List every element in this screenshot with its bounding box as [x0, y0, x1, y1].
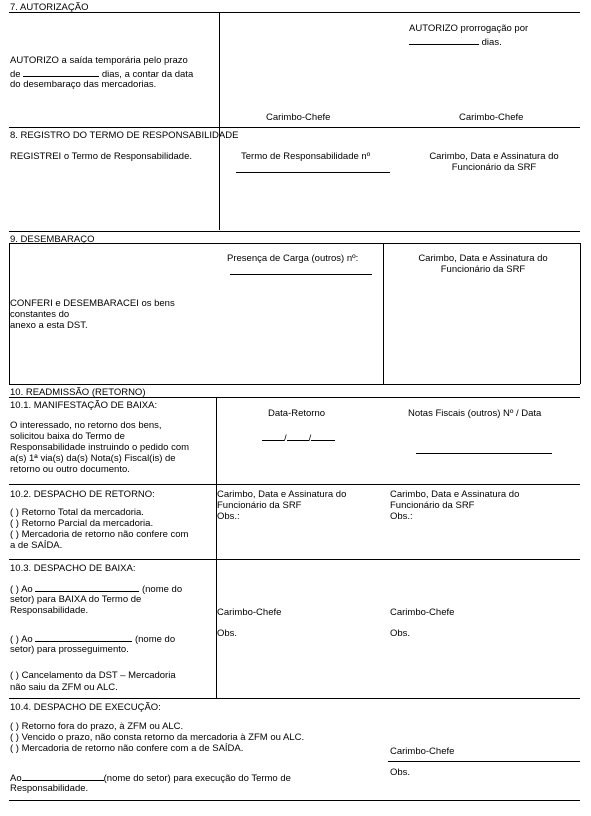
m3-carimbo-left: Carimbo-Chefe [217, 607, 282, 618]
saida-line2: de dias, a contar da data [10, 69, 194, 80]
s8-carimbo: Carimbo, Data e Assinatura do Funcionário da SRF [429, 151, 559, 173]
rule-s9-divider [383, 243, 384, 384]
m4-obs: Obs. [390, 767, 411, 778]
s7-title: 7. AUTORIZAÇÃO [10, 2, 89, 13]
prorrogacao-blank[interactable] [409, 35, 479, 45]
rule-104-sign [388, 761, 580, 762]
s8-title: 8. REGISTRO DO TERMO DE RESPONSABILIDADE [10, 130, 239, 141]
data-retorno-blank[interactable]: / / [262, 431, 335, 444]
m3-b-blank[interactable] [35, 632, 132, 642]
rule-103-bottom [9, 698, 580, 699]
m3-b-line2: setor) para prosseguimento. [10, 644, 129, 655]
rule-s9-top [9, 243, 580, 244]
data-retorno-label: Data-Retorno [268, 408, 326, 419]
m1-body: O interessado, no retorno dos bens, solicitou baixa do Termo de Responsabilidade instruindo o pedido com a(s) 1ª via(s) da(s) Nota(s) Fiscal(is) de retorno ou outro documento. [10, 420, 190, 475]
prorrogacao-days: dias. [409, 35, 502, 48]
rule-101-bottom [9, 484, 580, 485]
saida-line1: AUTORIZO a saída temporária pelo prazo [10, 55, 188, 66]
termo-label: Termo de Responsabilidade nº [241, 151, 371, 162]
s7-carimbo-right: Carimbo-Chefe [459, 112, 524, 123]
s10-title: 10. READMISSÃO (RETORNO) [10, 387, 146, 398]
rule-s9-bottom [9, 384, 580, 385]
rule-s8-bottom [9, 231, 580, 232]
m4-body: ( ) Retorno fora do prazo, à ZFM ou ALC. ( ) Vencido o prazo, não consta retorno da mercadoria à ZFM ou ALC. ( ) Mercadoria de retorno não confere com a de SAÍDA. [10, 721, 305, 754]
m4-ao-line2: Responsabilidade. [10, 783, 89, 794]
presenca-label: Presença de Carga (outros) nº: [227, 253, 359, 264]
saida-days-blank[interactable] [23, 67, 99, 77]
rule-s10-divider [216, 397, 217, 698]
s9-title: 9. DESEMBARAÇO [10, 234, 95, 245]
rule-s9-right [580, 243, 581, 384]
m2-carimbo-left: Carimbo, Data e Assinatura do Funcionário da SRF Obs.: [217, 489, 347, 522]
rule-s7-top [9, 12, 580, 13]
m4-ao-line1: Ao (nome do setor) para execução do Termo de [10, 773, 291, 784]
m3-a-blank[interactable] [35, 582, 139, 592]
m3-c-line2: não saiu da ZFM ou ALC. [10, 682, 118, 693]
saida-line3: do desembaraço das mercadorias. [10, 79, 157, 90]
termo-blank[interactable] [236, 163, 390, 173]
s7-carimbo-left: Carimbo-Chefe [266, 112, 331, 123]
m3-obs-left: Obs. [217, 628, 238, 639]
m3-obs-right: Obs. [390, 628, 411, 639]
m1-title: 10.1. MANIFESTAÇÃO DE BAIXA: [10, 400, 158, 411]
m3-carimbo-right: Carimbo-Chefe [390, 607, 455, 618]
conferi-text: CONFERI e DESEMBARACEI os bens constantes do anexo a esta DST. [10, 298, 175, 331]
m3-title: 10.3. DESPACHO DE BAIXA: [10, 563, 136, 574]
rule-s7-divider [219, 12, 220, 230]
presenca-blank[interactable] [230, 265, 372, 275]
m2-title: 10.2. DESPACHO DE RETORNO: [10, 489, 155, 500]
rule-bottom [9, 800, 580, 801]
m3-c-line1: ( ) Cancelamento da DST – Mercadoria [10, 670, 176, 681]
m3-b-line1: ( ) Ao (nome do [10, 634, 176, 645]
m3-a-line3: Responsabilidade. [10, 605, 89, 616]
rule-s7-bottom [9, 127, 580, 128]
m3-a-line2: setor) para BAIXA do Termo de [10, 594, 142, 605]
m2-body: ( ) Retorno Total da mercadoria. ( ) Retorno Parcial da mercadoria. ( ) Mercadoria de retorno não confere com a de SAÍDA. [10, 507, 189, 551]
s9-carimbo: Carimbo, Data e Assinatura do Funcionário da SRF [418, 253, 548, 275]
m3-a-line1: ( ) Ao (nome do [10, 584, 183, 595]
m4-ao-blank[interactable] [22, 771, 104, 781]
m4-title: 10.4. DESPACHO DE EXECUÇÃO: [10, 702, 161, 713]
notas-label: Notas Fiscais (outros) Nº / Data [408, 408, 542, 419]
prorrogacao-text: AUTORIZO prorrogação por [409, 23, 529, 34]
m4-carimbo: Carimbo-Chefe [390, 746, 455, 757]
rule-102-bottom [9, 559, 580, 560]
m2-carimbo-right: Carimbo, Data e Assinatura do Funcionário da SRF Obs.: [390, 489, 520, 522]
registrei-text: REGISTREI o Termo de Responsabilidade. [10, 151, 192, 162]
notas-blank[interactable] [416, 444, 552, 454]
